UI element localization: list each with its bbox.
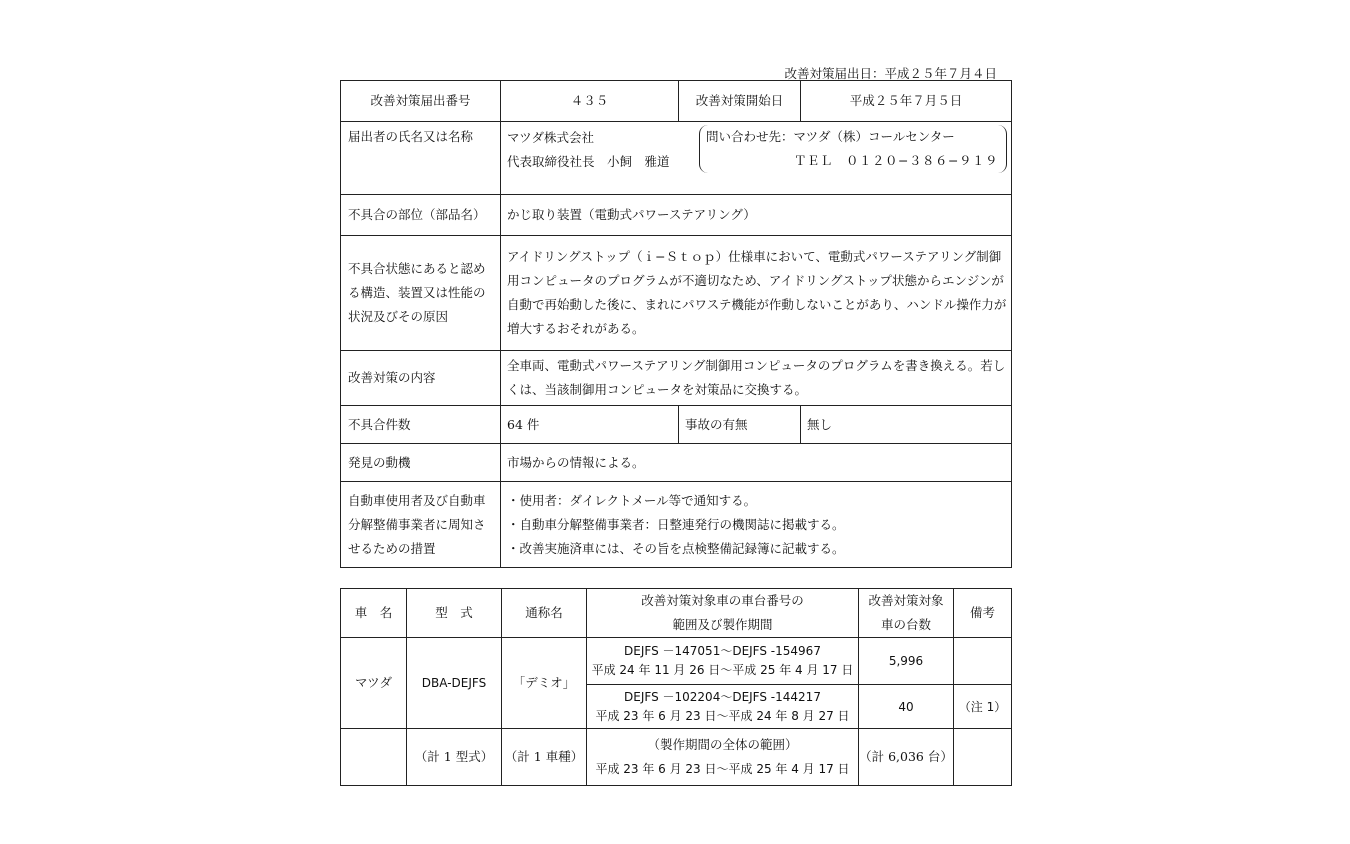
header-maker: 車 名: [341, 589, 407, 638]
total-range-label: （製作期間の全体の範囲）: [647, 737, 798, 752]
header-model-type: 型 式: [407, 589, 502, 638]
header-range-line2: 範囲及び製作期間: [672, 617, 773, 632]
header-count-line2: 車の台数: [880, 617, 931, 632]
notify-list: [501, 482, 1012, 568]
notice-table: [340, 80, 1012, 568]
vehicle-range-cell: [587, 685, 859, 729]
applicant-representative: 代表取締役社長 小飼 雅道: [507, 154, 670, 169]
vehicle-remarks: [954, 638, 1012, 685]
header-range-line1: 改善対策対象車の車台番号の: [641, 593, 804, 608]
vehicle-header-row: [341, 589, 1012, 638]
vehicle-common-name: 「デミオ」: [502, 638, 587, 729]
applicant-cell: [501, 122, 1012, 195]
measure-label: 改善対策の内容: [341, 351, 501, 406]
cause-text: アイドリングストップ（ｉ−Ｓｔｏｐ）仕様車において、電動式パワーステアリング制御用コンピュータのプログラムが不適切なため、アイドリングストップ状態からエンジンが自動で再始動した後に、まれにパワステ機能が作動しないことがあり、ハンドル操作力が増大するおそれがある。: [501, 236, 1012, 351]
vehicle-remarks: （注 1）: [954, 685, 1012, 729]
accident-label: 事故の有無: [679, 406, 801, 444]
notice-row-discovery: [341, 444, 1012, 482]
defect-part-value: かじ取り装置（電動式パワーステアリング）: [501, 195, 1012, 236]
cause-label: 不具合状態にあると認める構造、装置又は性能の状況及びその原因: [341, 236, 501, 351]
table-row: [341, 638, 1012, 685]
notify-label: 自動車使用者及び自動車分解整備事業者に周知させるための措置: [341, 482, 501, 568]
measure-text: 全車両、電動式パワーステアリング制御用コンピュータのプログラムを書き換える。若しくは、当該制御用コンピュータを対策品に交換する。: [501, 351, 1012, 406]
total-range-cell: [587, 729, 859, 786]
total-model-count: （計 1 型式）: [407, 729, 502, 786]
filing-date: 改善対策届出日：平成２５年７月４日: [784, 66, 997, 81]
accident-value: 無し: [801, 406, 1012, 444]
vehicle-maker: マツダ: [341, 638, 407, 729]
vehicle-range: DEJFS －147051～DEJFS -154967: [624, 644, 821, 658]
applicant-name: [507, 126, 670, 174]
notify-item: ・使用者：ダイレクトメール等で通知する。: [507, 492, 757, 508]
discovery-label: 発見の動機: [341, 444, 501, 482]
notice-row-notify: [341, 482, 1012, 568]
vehicle-count: 40: [859, 685, 954, 729]
defect-count-value: 64 件: [501, 406, 679, 444]
vehicle-range: DEJFS －102204～DEJFS -144217: [624, 689, 821, 704]
total-period: 平成 23 年 6 月 23 日～平成 25 年 4 月 17 日: [595, 762, 850, 776]
start-date-label: 改善対策開始日: [679, 81, 801, 122]
discovery-value: 市場からの情報による。: [501, 444, 1012, 482]
notice-row-count: [341, 406, 1012, 444]
total-count: （計 6,036 台）: [859, 729, 954, 786]
total-name-count: （計 1 車種）: [502, 729, 587, 786]
header-range: [587, 589, 859, 638]
defect-count-label: 不具合件数: [341, 406, 501, 444]
contact-phone: ＴＥＬ ０１２０−３８６−９１９: [794, 153, 998, 168]
vehicle-table: [340, 588, 1012, 786]
notice-row-part: [341, 195, 1012, 236]
start-date-value: 平成２５年７月５日: [801, 81, 1012, 122]
notify-item: ・改善実施済車には、その旨を点検整備記録簿に記載する。: [507, 540, 845, 556]
total-remarks-empty: [954, 729, 1012, 786]
header-count-line1: 改善対策対象: [868, 593, 944, 608]
filing-no-value: ４３５: [501, 81, 679, 122]
vehicle-count: 5,996: [859, 638, 954, 685]
applicant-label: 届出者の氏名又は名称: [341, 122, 501, 195]
vehicle-period: 平成 23 年 6 月 23 日～平成 24 年 8 月 27 日: [595, 708, 850, 723]
applicant-company: マツダ株式会社: [507, 130, 595, 145]
notice-row-filing: [341, 81, 1012, 122]
vehicle-total-row: [341, 729, 1012, 786]
notice-row-applicant: [341, 122, 1012, 195]
notice-row-measure: [341, 351, 1012, 406]
defect-part-label: 不具合の部位（部品名）: [341, 195, 501, 236]
filing-no-label: 改善対策届出番号: [341, 81, 501, 122]
notice-row-cause: [341, 236, 1012, 351]
total-maker-empty: [341, 729, 407, 786]
contact-label: 問い合わせ先：マツダ（株）コールセンター: [706, 129, 955, 144]
vehicle-period: 平成 24 年 11 月 26 日～平成 25 年 4 月 17 日: [591, 663, 854, 677]
header-count: [859, 589, 954, 638]
vehicle-range-cell: [587, 638, 859, 685]
notify-item: ・自動車分解整備事業者：日整連発行の機関誌に掲載する。: [507, 516, 845, 532]
contact-box: [699, 125, 1007, 173]
vehicle-model-type: DBA-DEJFS: [407, 638, 502, 729]
header-common-name: 通称名: [502, 589, 587, 638]
header-remarks: 備考: [954, 589, 1012, 638]
